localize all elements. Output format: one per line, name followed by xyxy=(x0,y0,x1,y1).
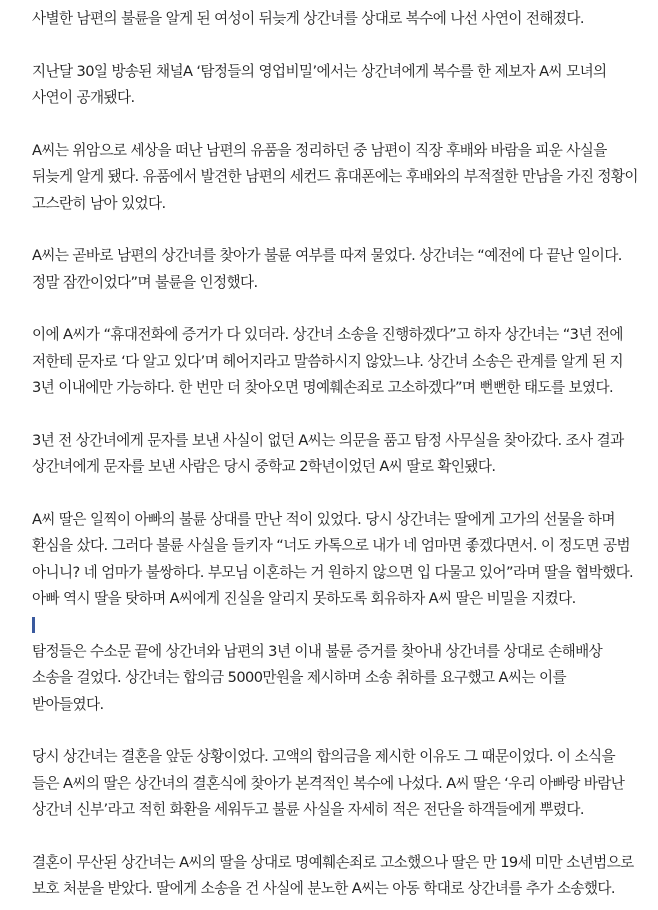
article-paragraph: 지난달 30일 방송된 채널A ‘탐정들의 영업비밀’에서는 상간녀에게 복수를 한 제보자 A씨 모녀의 사연이 공개됐다. xyxy=(32,62,607,106)
article-paragraph: 탐정들은 수소문 끝에 상간녀와 남편의 3년 이내 불륜 증거를 찾아내 상간녀를 상대로 손해배상 소송을 걸었다. 상간녀는 합의금 5000만원을 제시하며 소송 취하를 요구했고 A씨는 이를 받아들였다. xyxy=(32,642,603,713)
article-paragraph-lead: 사별한 남편의 불륜을 알게 된 여성이 뒤늦게 상간녀를 상대로 복수에 나선 사연이 전해졌다. xyxy=(32,10,584,27)
text-caret[interactable] xyxy=(32,613,638,639)
article-paragraph: 결혼이 무산된 상간녀는 A씨의 딸을 상대로 명예훼손죄로 고소했으나 딸은 만 19세 미만 소년범으로 보호 처분을 받았다. 딸에게 소송을 건 사실에 분노한 A씨는 아동 학대로 상간녀를 추가 소송했다. xyxy=(32,853,634,897)
article-paragraph: A씨 딸은 일찍이 아빠의 불륜 상대를 만난 적이 있었다. 당시 상간녀는 딸에게 고가의 선물을 하며 환심을 샀다. 그러다 불륜 사실을 들키자 “너도 카톡으로 내가 네 엄마면 좋겠다면서. 이 정도면 공범 아니니? 네 엄마가 불쌍하다. 부모님 이혼하는 거 원하지 않으면 입 다물고 있어”라며 딸을 협박했다. 아빠 역시 딸을 탓하며 A씨에게 진실을 알리지 못하도록 회유하자 A씨 딸은 비밀을 지켰다. xyxy=(32,510,634,607)
article-paragraph: A씨는 위암으로 세상을 떠난 남편의 유품을 정리하던 중 남편이 직장 후배와 바람을 피운 사실을 뒤늦게 알게 됐다. 유품에서 발견한 남편의 세컨드 휴대폰에는 후배와의 부적절한 만남을 가진 정황이 고스란히 남아 있었다. xyxy=(32,141,638,212)
article-paragraph: A씨는 곧바로 남편의 상간녀를 찾아가 불륜 여부를 따져 물었다. 상간녀는 “예전에 다 끝난 일이다. 정말 잠깐이었다”며 불륜을 인정했다. xyxy=(32,247,622,291)
text-cursor-marker xyxy=(32,617,35,633)
article-paragraph: 당시 상간녀는 결혼을 앞둔 상황이었다. 고액의 합의금을 제시한 이유도 그 때문이었다. 이 소식을 들은 A씨의 딸은 상간녀의 결혼식에 찾아가 본격적인 복수에 나섰다. A씨 딸은 ‘우리 아빠랑 바람난 상간녀 신부’라고 적힌 화환을 세워두고 불륜 사실을 자세히 적은 전단을 하객들에게 뿌렸다. xyxy=(32,748,625,818)
article-paragraph: 이에 A씨가 “휴대전화에 증거가 다 있더라. 상간녀 소송을 진행하겠다”고 하자 상간녀는 “3년 전에 저한테 문자로 ‘다 알고 있다’며 헤어지라고 말씀하시지 않았느냐. 상간녀 소송은 관계를 알게 된 지 3년 이내에만 가능하다. 한 번만 더 찾아오면 명예훼손죄로 고소하겠다”며 뻔뻔한 태도를 보였다. xyxy=(32,326,624,396)
article-paragraph: 3년 전 상간녀에게 문자를 보낸 사실이 없던 A씨는 의문을 품고 탐정 사무실을 찾아갔다. 조사 결과 상간녀에게 문자를 보낸 사람은 당시 중학교 2학년이었던 A씨 딸로 확인됐다. xyxy=(32,431,624,475)
